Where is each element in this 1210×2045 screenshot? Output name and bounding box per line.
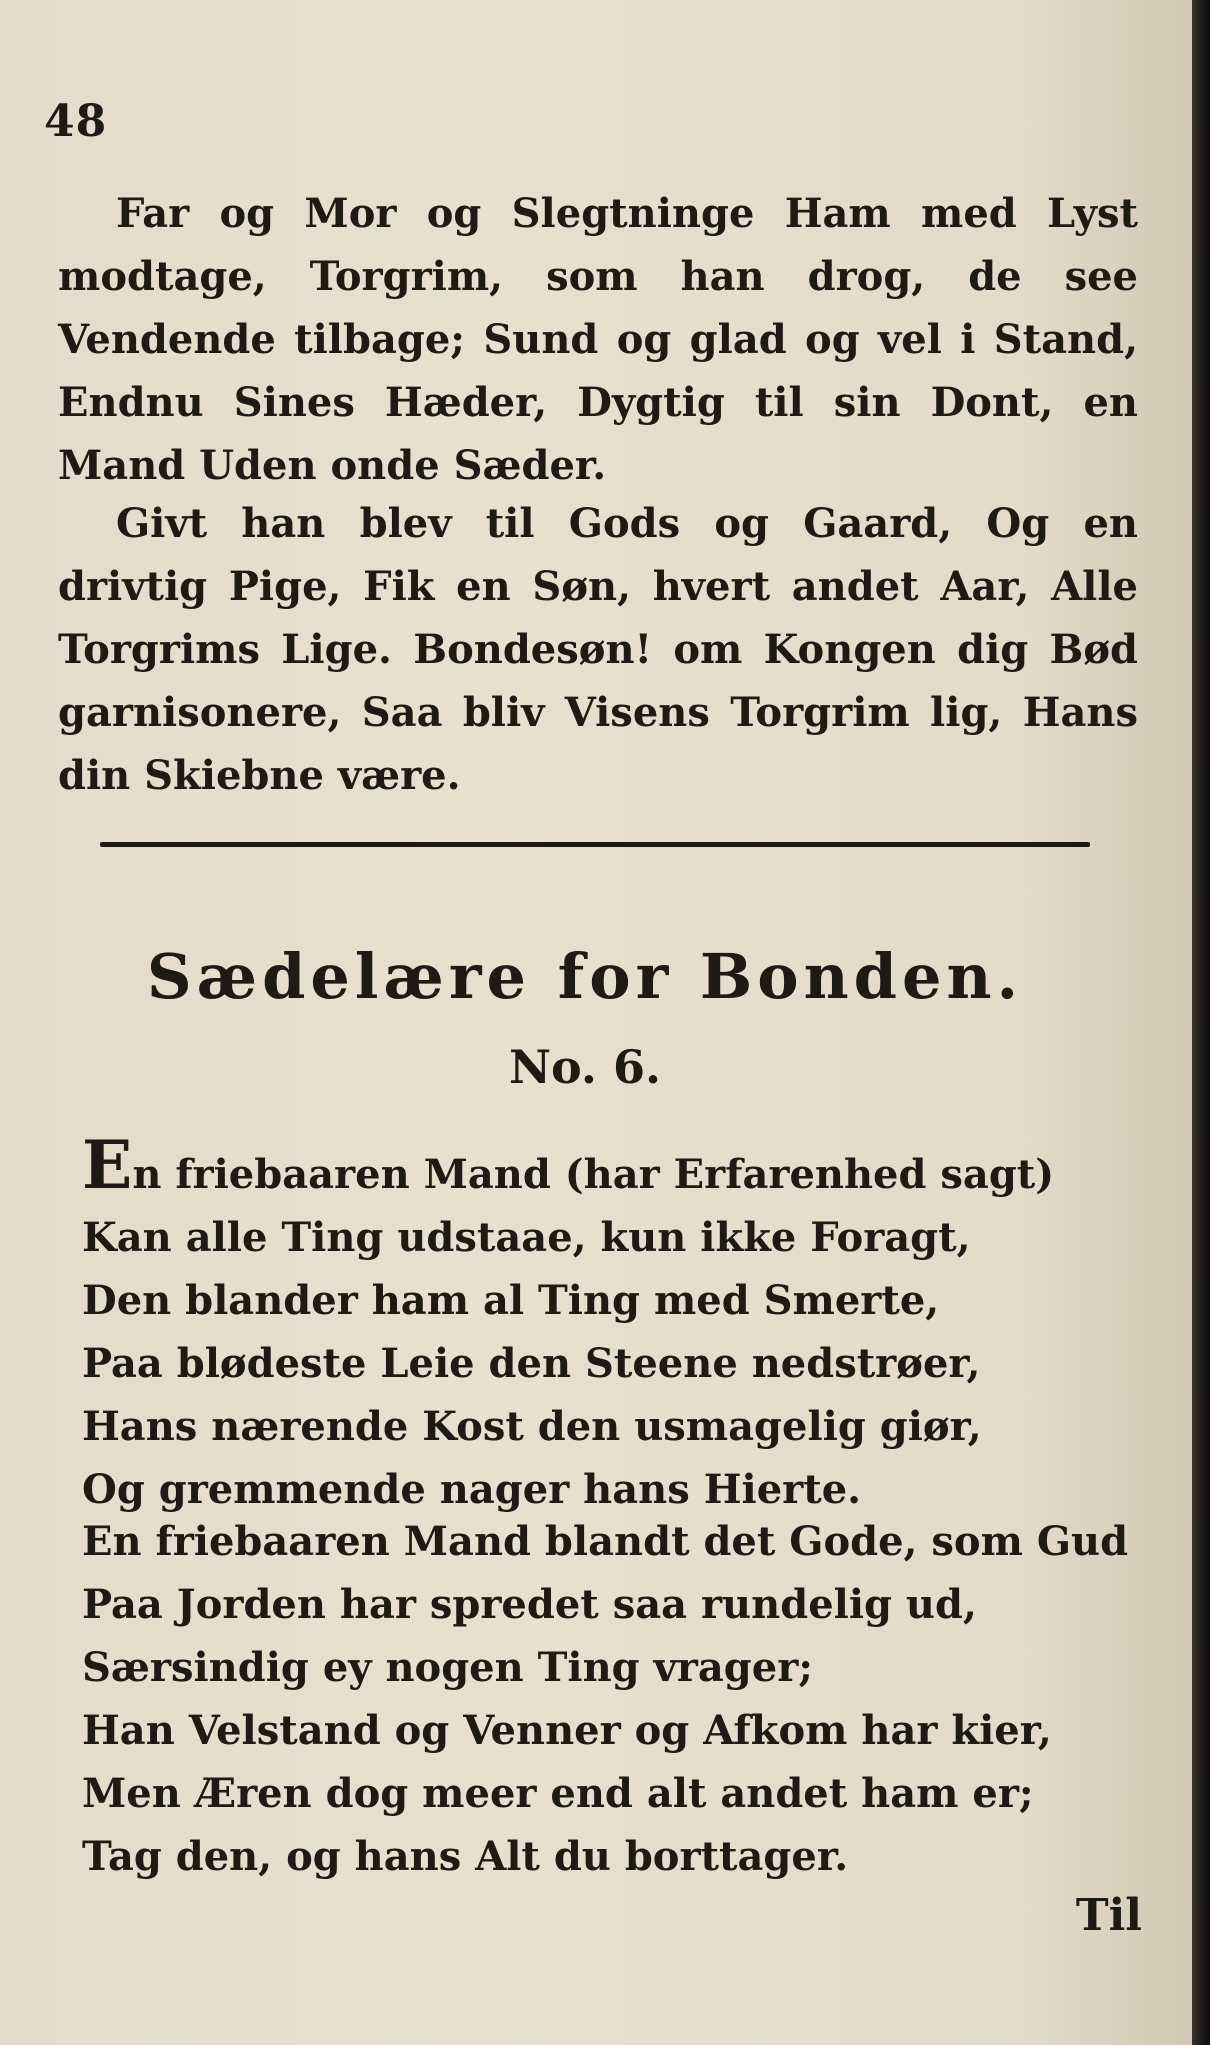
stanza-text: Far og Mor og Slegtninge Ham med Lyst modtage, Torgrim, som han drog, de see Vendende tilbage; Sund og glad og vel i Stand, Endnu Sines Hæder, Dygtig til sin Dont, en Mand Uden onde Sæder. [58, 190, 1138, 489]
poem-stanza-1 [58, 182, 1138, 497]
verse-line: Tag den, og hans Alt du borttager. [82, 1833, 849, 1880]
verse-line-text: n friebaaren Mand (har Erfarenhed sagt) [132, 1151, 1055, 1198]
verse-2 [82, 1510, 1162, 1888]
verse-line: Paa blødeste Leie den Steene nedstrøer, [82, 1340, 981, 1387]
verse-line: Og gremmende nager hans Hierte. [82, 1466, 862, 1513]
page-edge [1192, 0, 1210, 2045]
verse-line: En friebaaren Mand blandt det Gode, som Gud [82, 1518, 1129, 1565]
verse-line: Hans nærende Kost den usmagelig giør, [82, 1403, 982, 1450]
catchword: Til [1075, 1890, 1142, 1941]
verse-line: Den blander ham al Ting med Smerte, [82, 1277, 940, 1324]
section-heading: Sædelære for Bonden. [146, 940, 1024, 1013]
verse-line: Men Æren dog meer end alt andet ham er; [82, 1770, 1034, 1817]
verse-line: Han Velstand og Venner og Afkom har kier, [82, 1707, 1052, 1754]
verse-line: Paa Jorden har spredet saa rundelig ud, [82, 1581, 977, 1628]
stanza-text: Givt han blev til Gods og Gaard, Og en drivtig Pige, Fik en Søn, hvert andet Aar, Alle Torgrims Lige. Bondesøn! om Kongen dig Bød garnisonere, Saa bliv Visens Torgrim lig, Hans din Skiebne være. [58, 500, 1138, 799]
verse-line: Særsindig ey nogen Ting vrager; [82, 1644, 814, 1691]
drop-cap: E [82, 1126, 133, 1204]
page-number: 48 [44, 96, 108, 147]
verse-1 [82, 1126, 1162, 1521]
poem-stanza-2 [58, 492, 1138, 807]
verse-line: Kan alle Ting udstaae, kun ikke Foragt, [82, 1214, 971, 1261]
horizontal-rule [100, 842, 1090, 847]
verse-line [82, 1126, 1162, 1206]
section-number: No. 6. [509, 1040, 661, 1094]
